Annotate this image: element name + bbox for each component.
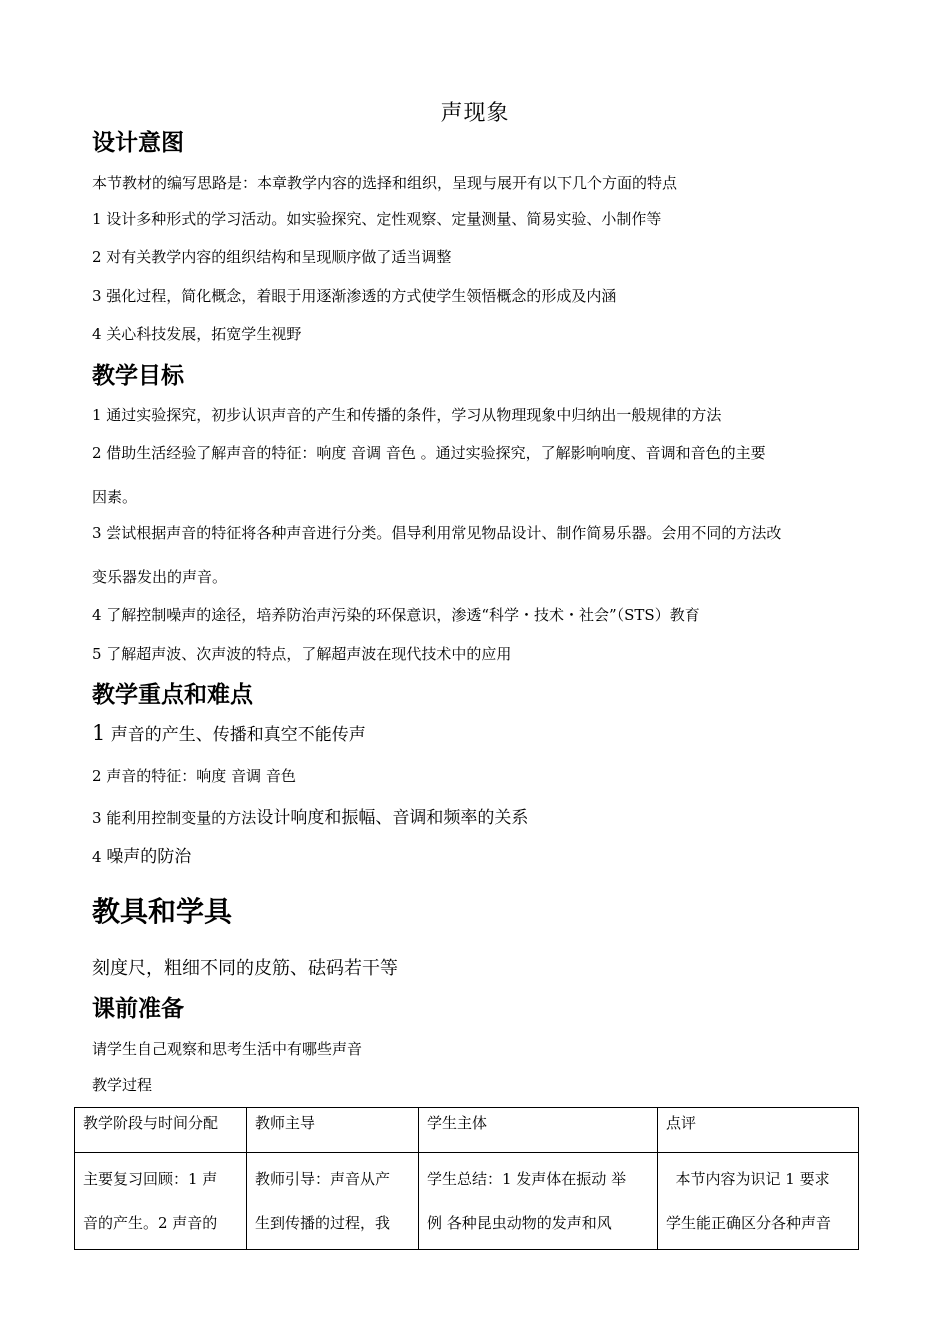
preparation-text: 请学生自己观察和思考生活中有哪些声音 [92,1040,363,1058]
process-label: 教学过程 [92,1076,153,1094]
heading-key-points: 教学重点和难点 [92,682,253,708]
cell-line: 学生能正确区分各种声音 [666,1214,832,1232]
design-line-1: 本节教材的编写思路是：本章教学内容的选择和组织，呈现与展开有以下几个方面的特点 [92,174,678,192]
keypoint-3-rest: 设计响度和振幅、音调和频率的关系 [256,808,529,828]
keypoint-3 [92,803,528,828]
goal-line-4: 4 了解控制噪声的途径，培养防治声污染的环保意识，渗透“科学・技术・社会”（STS）教育 [92,606,700,624]
heading-teaching-goals: 教学目标 [92,363,184,389]
heading-design-intent: 设计意图 [92,130,184,156]
cell-line: 生到传播的过程，我 [255,1214,391,1232]
keypoint-4-rest: 噪声的防治 [106,847,192,867]
cell-line: 音的产生。2 声音的 [83,1214,218,1232]
design-line-2: 1 设计多种形式的学习活动。如实验探究、定性观察、定量测量、简易实验、小制作等 [92,210,662,228]
keypoint-3-prefix: 3 能利用控制变量的方法 [92,809,257,827]
table-cell [658,1153,859,1250]
keypoint-1-text: 声音的产生、传播和真空不能传声 [105,725,366,745]
goal-line-5: 5 了解超声波、次声波的特点，了解超声波在现代技术中的应用 [92,645,512,663]
heading-preparation: 课前准备 [92,996,184,1022]
document-title: 声现象 [440,101,510,126]
cell-line: 主要复习回顾：1 声 [83,1170,218,1188]
goal-line-2-cont: 因素。 [92,488,138,506]
design-line-4: 3 强化过程，简化概念，着眼于用逐渐渗透的方式使学生领悟概念的形成及内涵 [92,287,617,305]
design-line-3: 2 对有关教学内容的组织结构和呈现顺序做了适当调整 [92,248,452,266]
cell-line: 教师引导：声音从产 [255,1170,391,1188]
tools-text: 刻度尺，粗细不同的皮筋、砝码若干等 [92,958,398,979]
heading-teaching-tools: 教具和学具 [92,895,233,928]
table-header-row [75,1108,859,1153]
cell-line: 例 各种昆虫动物的发声和风 [427,1214,612,1232]
keypoint-1-number: 1 [92,721,106,745]
goal-line-1: 1 通过实验探究，初步认识声音的产生和传播的条件，学习从物理现象中归纳出一般规律的方法 [92,406,722,424]
keypoint-4 [92,842,191,867]
goal-line-3: 3 尝试根据声音的特征将各种声音进行分类。倡导利用常见物品设计、制作简易乐器。会用不同的方法改 [92,524,782,542]
table-header-cell: 点评 [658,1108,859,1153]
teaching-process-table [74,1107,859,1250]
cell-line: 本节内容为识记 1 要求 [666,1170,830,1188]
table-header-cell: 学生主体 [419,1108,658,1153]
goal-line-3-cont: 变乐器发出的声音。 [92,568,228,586]
table-cell [247,1153,419,1250]
keypoint-1 [92,720,366,745]
table-cell [75,1153,247,1250]
table-row [75,1153,859,1250]
keypoint-2: 2 声音的特征：响度 音调 音色 [92,767,296,785]
table-header-cell: 教学阶段与时间分配 [75,1108,247,1153]
goal-line-2: 2 借助生活经验了解声音的特征：响度 音调 音色 。通过实验探究，了解影响响度、音调和音色的主要 [92,444,766,462]
design-line-5: 4 关心科技发展，拓宽学生视野 [92,325,302,343]
keypoint-4-prefix: 4 [92,848,107,866]
table-cell [419,1153,658,1250]
cell-line: 学生总结：1 发声体在振动 举 [427,1170,627,1188]
table-header-cell: 教师主导 [247,1108,419,1153]
